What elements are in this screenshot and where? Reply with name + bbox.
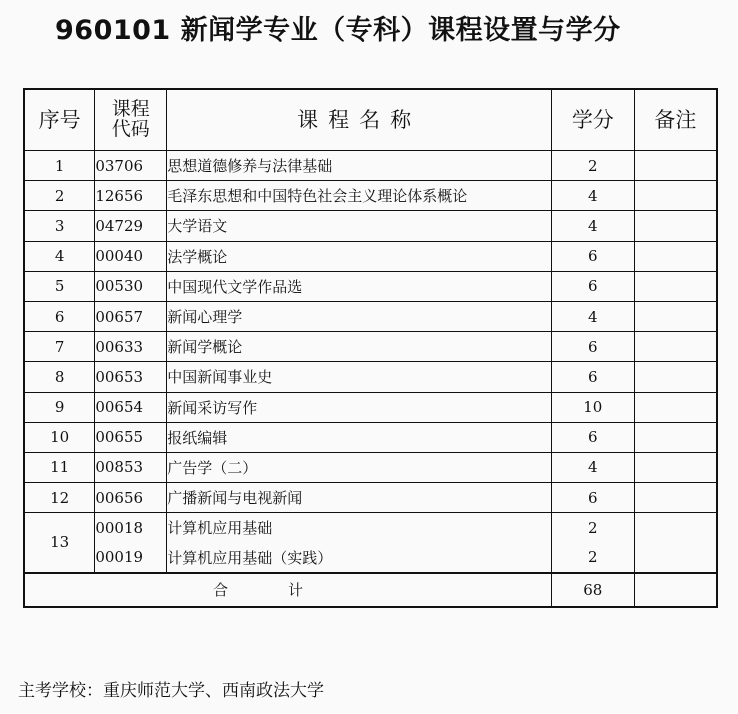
cell-serial-number: 2: [24, 181, 95, 211]
cell-note: [634, 573, 717, 607]
header-serial-number: 序号: [24, 89, 95, 151]
cell-note: [634, 483, 717, 513]
table-row: [24, 542, 717, 572]
cell-course-code: 00633: [95, 332, 167, 362]
cell-course-name: 广播新闻与电视新闻: [167, 483, 552, 513]
cell-note: [634, 362, 717, 392]
table-row: [24, 271, 717, 301]
cell-course-code: 03706: [95, 151, 167, 181]
cell-course-name: 中国新闻事业史: [167, 362, 552, 392]
cell-credit: 4: [551, 211, 634, 241]
cell-serial-number: 5: [24, 271, 95, 301]
table-row: [24, 513, 717, 543]
cell-credit: 4: [551, 452, 634, 482]
cell-course-code: 00655: [95, 422, 167, 452]
cell-course-code: 00040: [95, 241, 167, 271]
header-course-code-line2: 代码: [111, 118, 150, 140]
cell-course-code: 00853: [95, 452, 167, 482]
cell-note: [634, 332, 717, 362]
cell-credit: 6: [551, 271, 634, 301]
cell-note: [634, 151, 717, 181]
table-row: [24, 211, 717, 241]
header-course-code-line1: 课程: [111, 98, 150, 121]
cell-credit: 6: [551, 241, 634, 271]
table-row: [24, 151, 717, 181]
cell-course-code: 04729: [95, 211, 167, 241]
header-credit: 学分: [551, 89, 634, 151]
cell-course-name: 广告学（二）: [167, 452, 552, 482]
header-note: 备注: [634, 89, 717, 151]
cell-note: [634, 301, 717, 331]
cell-course-code: 00656: [95, 483, 167, 513]
cell-note: [634, 271, 717, 301]
cell-course-code: 00019: [95, 542, 167, 572]
cell-note: [634, 452, 717, 482]
cell-serial-number: 9: [24, 392, 95, 422]
table-row: [24, 332, 717, 362]
cell-serial-number: 13: [24, 513, 95, 573]
cell-note: [634, 422, 717, 452]
cell-credit: 4: [551, 181, 634, 211]
cell-credit: 2: [551, 542, 634, 572]
cell-course-name: 新闻学概论: [167, 332, 552, 362]
cell-note: [634, 211, 717, 241]
total-label: 合计: [24, 573, 551, 607]
cell-credit: 2: [551, 513, 634, 543]
cell-credit: 2: [551, 151, 634, 181]
examining-institutions: 主考学校：重庆师范大学、西南政法大学: [18, 681, 324, 701]
cell-serial-number: 12: [24, 483, 95, 513]
cell-credit: 10: [551, 392, 634, 422]
cell-credit: 6: [551, 422, 634, 452]
course-table: [23, 88, 718, 608]
table-row: [24, 301, 717, 331]
table-row: [24, 241, 717, 271]
cell-serial-number: 6: [24, 301, 95, 331]
cell-serial-number: 10: [24, 422, 95, 452]
cell-credit: 6: [551, 332, 634, 362]
total-credit: 68: [551, 573, 634, 607]
table-row: [24, 422, 717, 452]
cell-note: [634, 241, 717, 271]
cell-serial-number: 11: [24, 452, 95, 482]
cell-course-name: 大学语文: [167, 211, 552, 241]
table-row: [24, 362, 717, 392]
table-row: [24, 392, 717, 422]
cell-note: [634, 181, 717, 211]
table-row: [24, 483, 717, 513]
cell-course-name: 新闻心理学: [167, 301, 552, 331]
cell-serial-number: 3: [24, 211, 95, 241]
cell-course-code: 00018: [95, 513, 167, 543]
page-title: 960101 新闻学专业（专科）课程设置与学分: [55, 15, 621, 46]
cell-credit: 6: [551, 362, 634, 392]
cell-course-name: 报纸编辑: [167, 422, 552, 452]
table-header-row: [24, 89, 717, 151]
table-row: [24, 181, 717, 211]
cell-serial-number: 7: [24, 332, 95, 362]
cell-course-code: 00653: [95, 362, 167, 392]
cell-serial-number: 8: [24, 362, 95, 392]
cell-course-name: 法学概论: [167, 241, 552, 271]
cell-note: [634, 392, 717, 422]
cell-course-name: 计算机应用基础（实践）: [167, 542, 552, 572]
total-row: [24, 573, 717, 607]
cell-course-name: 思想道德修养与法律基础: [167, 151, 552, 181]
cell-note: [634, 513, 717, 573]
cell-course-name: 新闻采访写作: [167, 392, 552, 422]
header-course-code: [95, 89, 167, 151]
cell-course-name: 计算机应用基础: [167, 513, 552, 543]
cell-serial-number: 4: [24, 241, 95, 271]
cell-credit: 6: [551, 483, 634, 513]
cell-course-name: 毛泽东思想和中国特色社会主义理论体系概论: [167, 181, 552, 211]
cell-course-code: 00530: [95, 271, 167, 301]
cell-course-code: 12656: [95, 181, 167, 211]
cell-course-code: 00657: [95, 301, 167, 331]
cell-serial-number: 1: [24, 151, 95, 181]
header-course-name: 课程名称: [167, 89, 552, 151]
table-row: [24, 452, 717, 482]
cell-credit: 4: [551, 301, 634, 331]
cell-course-code: 00654: [95, 392, 167, 422]
cell-course-name: 中国现代文学作品选: [167, 271, 552, 301]
